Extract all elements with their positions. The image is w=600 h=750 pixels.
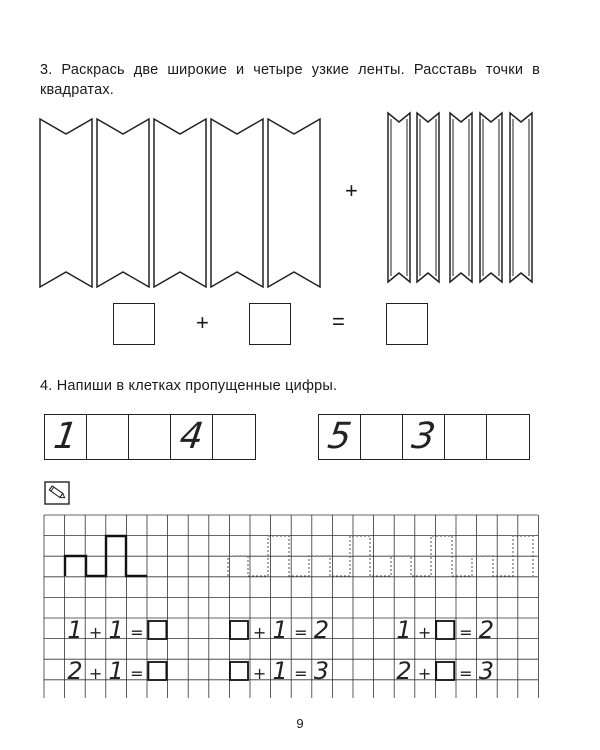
practice-digit: 1 — [272, 616, 288, 644]
practice-digit: 2 — [396, 657, 412, 685]
answer-box[interactable] — [436, 621, 454, 639]
practice-digit: 1 — [108, 657, 124, 685]
practice-operator: + — [252, 623, 267, 642]
answer-box[interactable] — [148, 662, 166, 680]
number-cell[interactable]: 5 — [319, 415, 361, 459]
task-3-text: 3. Раскрась две широкие и четыре узкие ленты. Расставь точки в квадратах. — [40, 62, 540, 98]
number-cell[interactable]: 3 — [403, 415, 445, 459]
practice-operator: = — [294, 623, 308, 642]
practice-digit: 3 — [478, 657, 495, 685]
practice-operator: = — [294, 664, 308, 683]
practice-digit: 2 — [478, 616, 495, 644]
answer-box[interactable] — [230, 621, 248, 639]
practice-digit: 1 — [396, 616, 412, 644]
practice-operator: + — [88, 623, 103, 642]
practice-operator: = — [130, 623, 144, 642]
practice-digit: 1 — [272, 657, 288, 685]
answer-box[interactable] — [230, 662, 248, 680]
practice-operator: = — [459, 623, 473, 642]
answer-box[interactable] — [148, 621, 166, 639]
practice-operator: + — [417, 623, 432, 642]
practice-operator: + — [88, 664, 103, 683]
number-cell[interactable]: 1 — [45, 415, 87, 459]
number-cell[interactable]: 4 — [171, 415, 213, 459]
page-number: 9 — [296, 716, 304, 731]
practice-digit: 3 — [313, 657, 330, 685]
practice-digit: 2 — [67, 657, 83, 685]
task-4-text: 4. Напиши в клетках пропущенные цифры. — [40, 378, 338, 394]
practice-digit: 1 — [67, 616, 83, 644]
ribbon-plus-sign: + — [345, 178, 358, 203]
practice-operator: + — [417, 664, 432, 683]
practice-digit: 2 — [313, 616, 330, 644]
practice-operator: + — [252, 664, 267, 683]
practice-operator: = — [459, 664, 473, 683]
equation-plus-sign: + — [196, 310, 209, 335]
practice-operator: = — [130, 664, 144, 683]
practice-digit: 1 — [108, 616, 124, 644]
answer-box[interactable] — [436, 662, 454, 680]
equation-equals-sign: = — [332, 309, 345, 334]
